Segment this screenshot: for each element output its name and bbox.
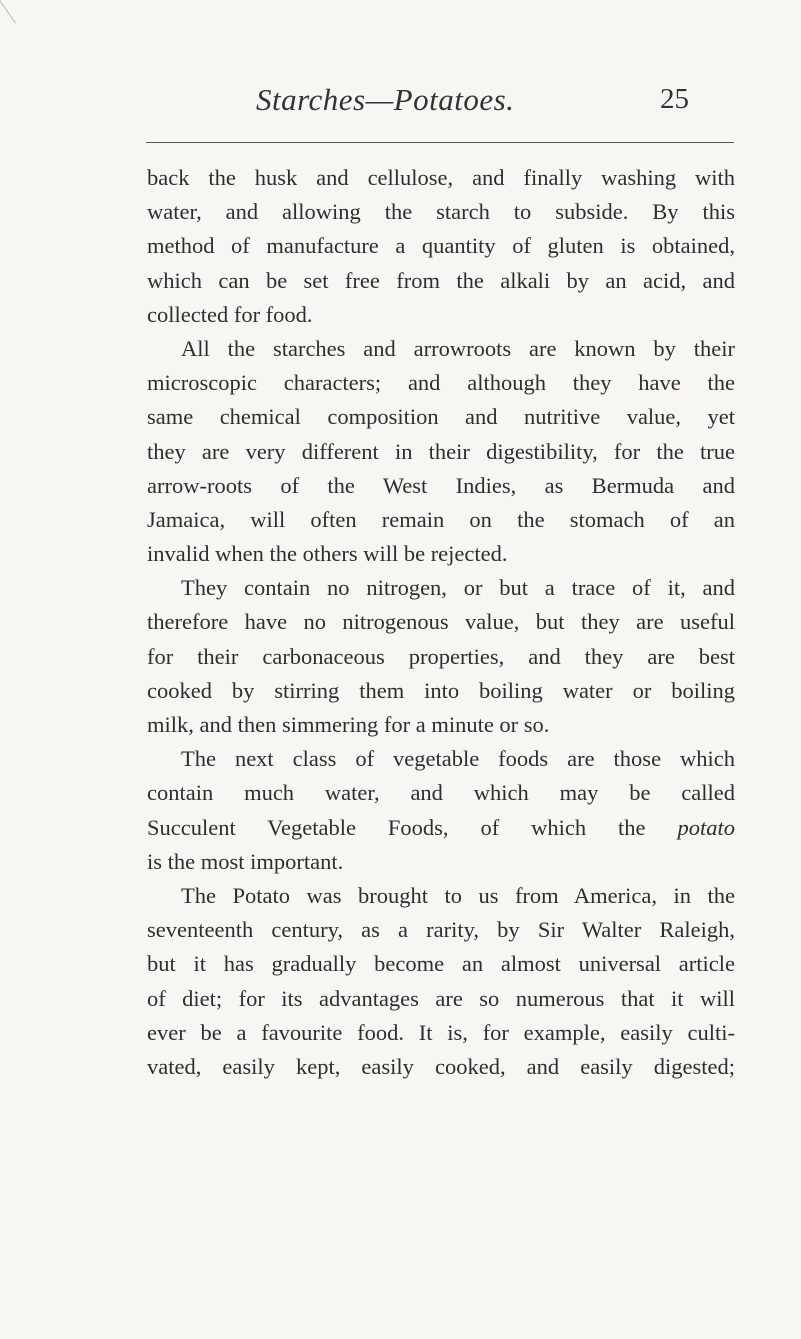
text-line: of diet; for its advantages are so numerous that it will [147,985,735,1011]
text-line: invalid when the others will be rejected. [147,541,508,567]
text-line: but it has gradually become an almost universal article [147,951,735,977]
paragraph-start-line: The Potato was brought to us from America, in the [181,882,735,908]
text-line: for their carbonaceous properties, and they are best [147,643,735,669]
text-line: back the husk and cellulose, and finally washing with [147,165,735,190]
text-line: cooked by stirring them into boiling water or boiling [147,677,735,703]
text-line: contain much water, and which may be called [147,780,735,806]
page-header [0,82,801,126]
page-corner-mark [0,0,16,24]
text-line: milk, and then simmering for a minute or so. [147,712,550,737]
paragraph-start-line: All the starches and arrowroots are known by their [181,335,735,361]
emphasized-word: potato [677,814,735,840]
text-line: same chemical composition and nutritive value, yet [147,404,735,430]
text-line: collected for food. [147,301,313,327]
text-line: is the most important. [147,848,344,874]
text-line: they are very different in their digestibility, for the true [147,438,735,464]
text-line [147,811,735,845]
body-text [147,161,735,1084]
text-line: method of manufacture a quantity of gluten is obtained, [147,233,735,259]
text-line: which can be set free from the alkali by an acid, and [147,267,735,293]
text-line: water, and allowing the starch to subside. By this [147,199,735,225]
text-line: vated, easily kept, easily cooked, and easily digested; [147,1053,735,1079]
paragraph-start-line: The next class of vegetable foods are those which [181,746,735,772]
text-line: microscopic characters; and although they have the [147,370,735,396]
text-segment: Succulent Vegetable Foods, of which the [147,814,646,840]
running-title: Starches—Potatoes. [256,82,515,117]
text-line: ever be a favourite food. It is, for example, easily culti- [147,1019,735,1045]
paragraph-start-line: They contain no nitrogen, or but a trace of it, and [181,575,735,601]
text-line: Jamaica, will often remain on the stomach of an [147,506,735,532]
text-line: therefore have no nitrogenous value, but they are useful [147,609,735,635]
header-rule [146,142,734,143]
page-number: 25 [660,83,689,115]
text-line: arrow-roots of the West Indies, as Bermuda and [147,472,735,498]
text-line: seventeenth century, as a rarity, by Sir Walter Raleigh, [147,917,735,943]
